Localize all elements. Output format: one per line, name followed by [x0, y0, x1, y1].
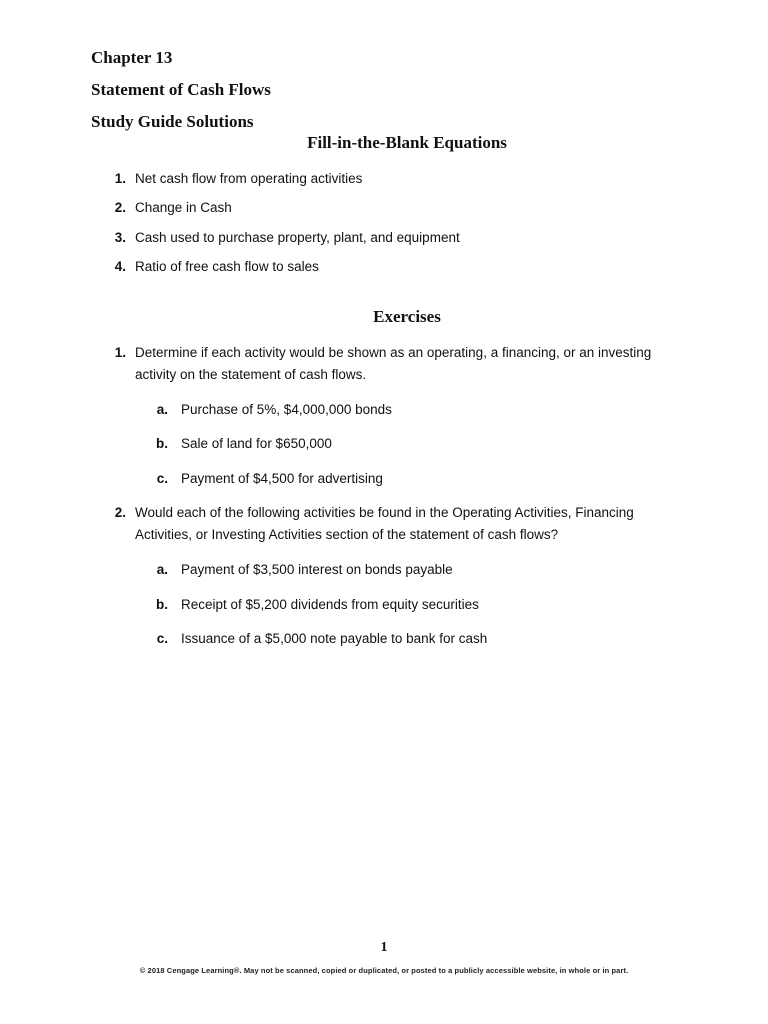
item-number: 4.	[114, 259, 126, 274]
exercise-text-line1: Determine if each activity would be shown as an operating, a financing, or an investing	[135, 345, 652, 360]
sub-item-text: Payment of $4,500 for advertising	[181, 471, 383, 486]
sub-item-text: Purchase of 5%, $4,000,000 bonds	[181, 402, 392, 417]
copyright-footer: © 2018 Cengage Learning®. May not be scanned, copied or duplicated, or posted to a publicly accessible website, in whole or in part.	[139, 966, 629, 975]
item-number: 1.	[114, 171, 126, 186]
exercises-heading: Exercises	[373, 307, 441, 326]
exercise-text-line2: Activities, or Investing Activities section of the statement of cash flows?	[135, 527, 559, 542]
doc-type-title: Study Guide Solutions	[91, 112, 254, 131]
chapter-title: Chapter 13	[91, 48, 173, 67]
exercise-text-line1: Would each of the following activities be found in the Operating Activities, Financing	[135, 505, 634, 520]
item-text: Cash used to purchase property, plant, and equipment	[135, 230, 460, 245]
page-number: 1	[380, 940, 388, 955]
sub-item-letter: a.	[156, 402, 168, 417]
sub-item-text: Receipt of $5,200 dividends from equity securities	[181, 597, 479, 612]
sub-item-letter: b.	[156, 597, 168, 612]
topic-title: Statement of Cash Flows	[91, 80, 271, 99]
fill-in-heading: Fill-in-the-Blank Equations	[307, 133, 507, 152]
item-text: Ratio of free cash flow to sales	[135, 259, 319, 274]
item-number: 3.	[114, 230, 126, 245]
item-text: Change in Cash	[135, 200, 232, 215]
item-text: Net cash flow from operating activities	[135, 171, 363, 186]
sub-item-letter: c.	[156, 631, 168, 646]
sub-item-text: Payment of $3,500 interest on bonds payable	[181, 562, 453, 577]
sub-item-letter: b.	[156, 436, 168, 451]
sub-item-letter: c.	[156, 471, 168, 486]
exercise-number: 2.	[114, 505, 126, 520]
sub-item-letter: a.	[156, 562, 168, 577]
item-number: 2.	[114, 200, 126, 215]
sub-item-text: Issuance of a $5,000 note payable to bank for cash	[181, 631, 488, 646]
exercise-number: 1.	[114, 345, 126, 360]
exercise-text-line2: activity on the statement of cash flows.	[135, 367, 367, 382]
sub-item-text: Sale of land for $650,000	[181, 436, 332, 451]
